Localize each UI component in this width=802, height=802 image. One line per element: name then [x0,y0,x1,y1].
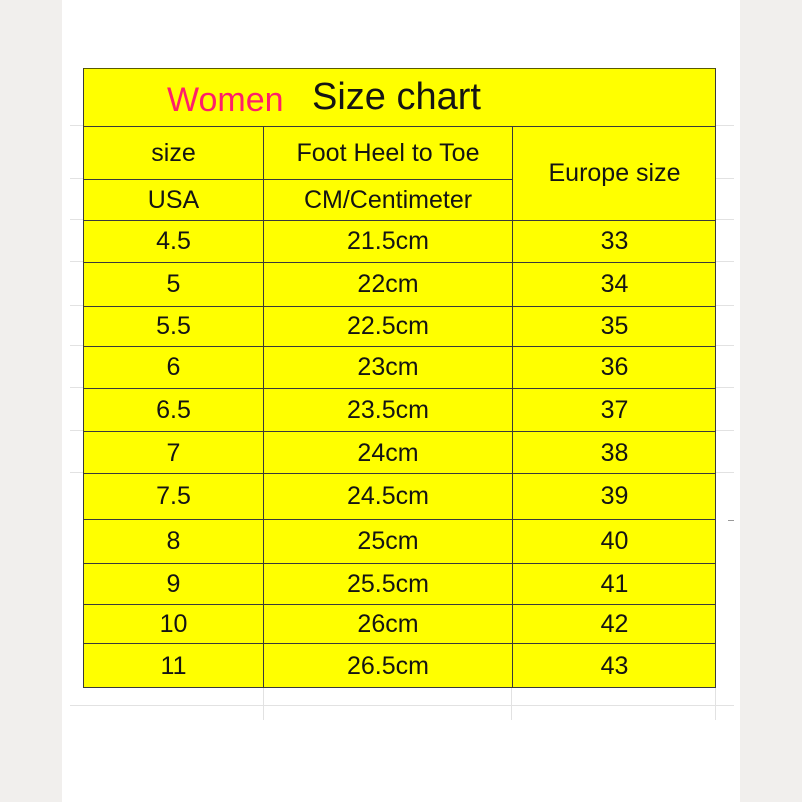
cm-length-cell: 25.5cm [347,569,429,598]
cm-length-cell: 26.5cm [347,651,429,680]
cm-length-cell: 25cm [357,527,419,555]
cm-length-cell: 23.5cm [347,395,429,424]
usa-size-cell: 4.5 [156,227,191,255]
gridline [263,686,264,720]
europe-size-cell: 33 [600,227,629,255]
usa-size-cell: 9 [166,569,181,598]
cm-length-cell: 24.5cm [347,482,429,510]
europe-size-cell: 37 [600,395,629,424]
usa-size-cell: 11 [160,651,187,680]
cm-length-cell: 26cm [357,609,419,638]
usa-size-cell: 5.5 [156,312,191,340]
title-size-chart: Size chart [312,76,481,118]
usa-size-cell: 5 [166,270,181,298]
header-cm: CM/Centimeter [303,185,473,214]
europe-size-cell: 34 [600,270,629,298]
cm-length-cell: 22.5cm [347,312,429,340]
europe-size-cell: 39 [600,482,629,510]
usa-size-cell: 6.5 [156,395,191,424]
header-usa: USA [147,185,200,214]
header-foot-heel-to-toe: Foot Heel to Toe [296,138,480,167]
gridline-tick [728,520,734,521]
usa-size-cell: 10 [159,609,188,638]
europe-size-cell: 42 [600,609,629,638]
cm-length-cell: 23cm [357,353,419,381]
header-size: size [151,138,196,167]
usa-size-cell: 7 [166,438,181,467]
cm-length-cell: 24cm [357,438,419,467]
chart-title [84,69,715,126]
usa-size-cell: 8 [166,527,181,555]
europe-size-cell: 41 [600,569,629,598]
size-chart-table [83,68,716,688]
gridline [715,686,716,720]
europe-size-cell: 43 [600,651,629,680]
usa-size-cell: 7.5 [156,482,191,510]
header-europe-size: Europe size [548,159,681,187]
gridline [511,686,512,720]
europe-size-cell: 36 [600,353,629,381]
europe-size-cell: 38 [600,438,629,467]
title-women: Women [167,81,284,119]
usa-size-cell: 6 [166,353,181,381]
cm-length-cell: 21.5cm [347,227,429,255]
europe-size-cell: 35 [600,312,629,340]
europe-size-cell: 40 [600,527,629,555]
cm-length-cell: 22cm [357,270,419,298]
gridline [70,705,734,706]
